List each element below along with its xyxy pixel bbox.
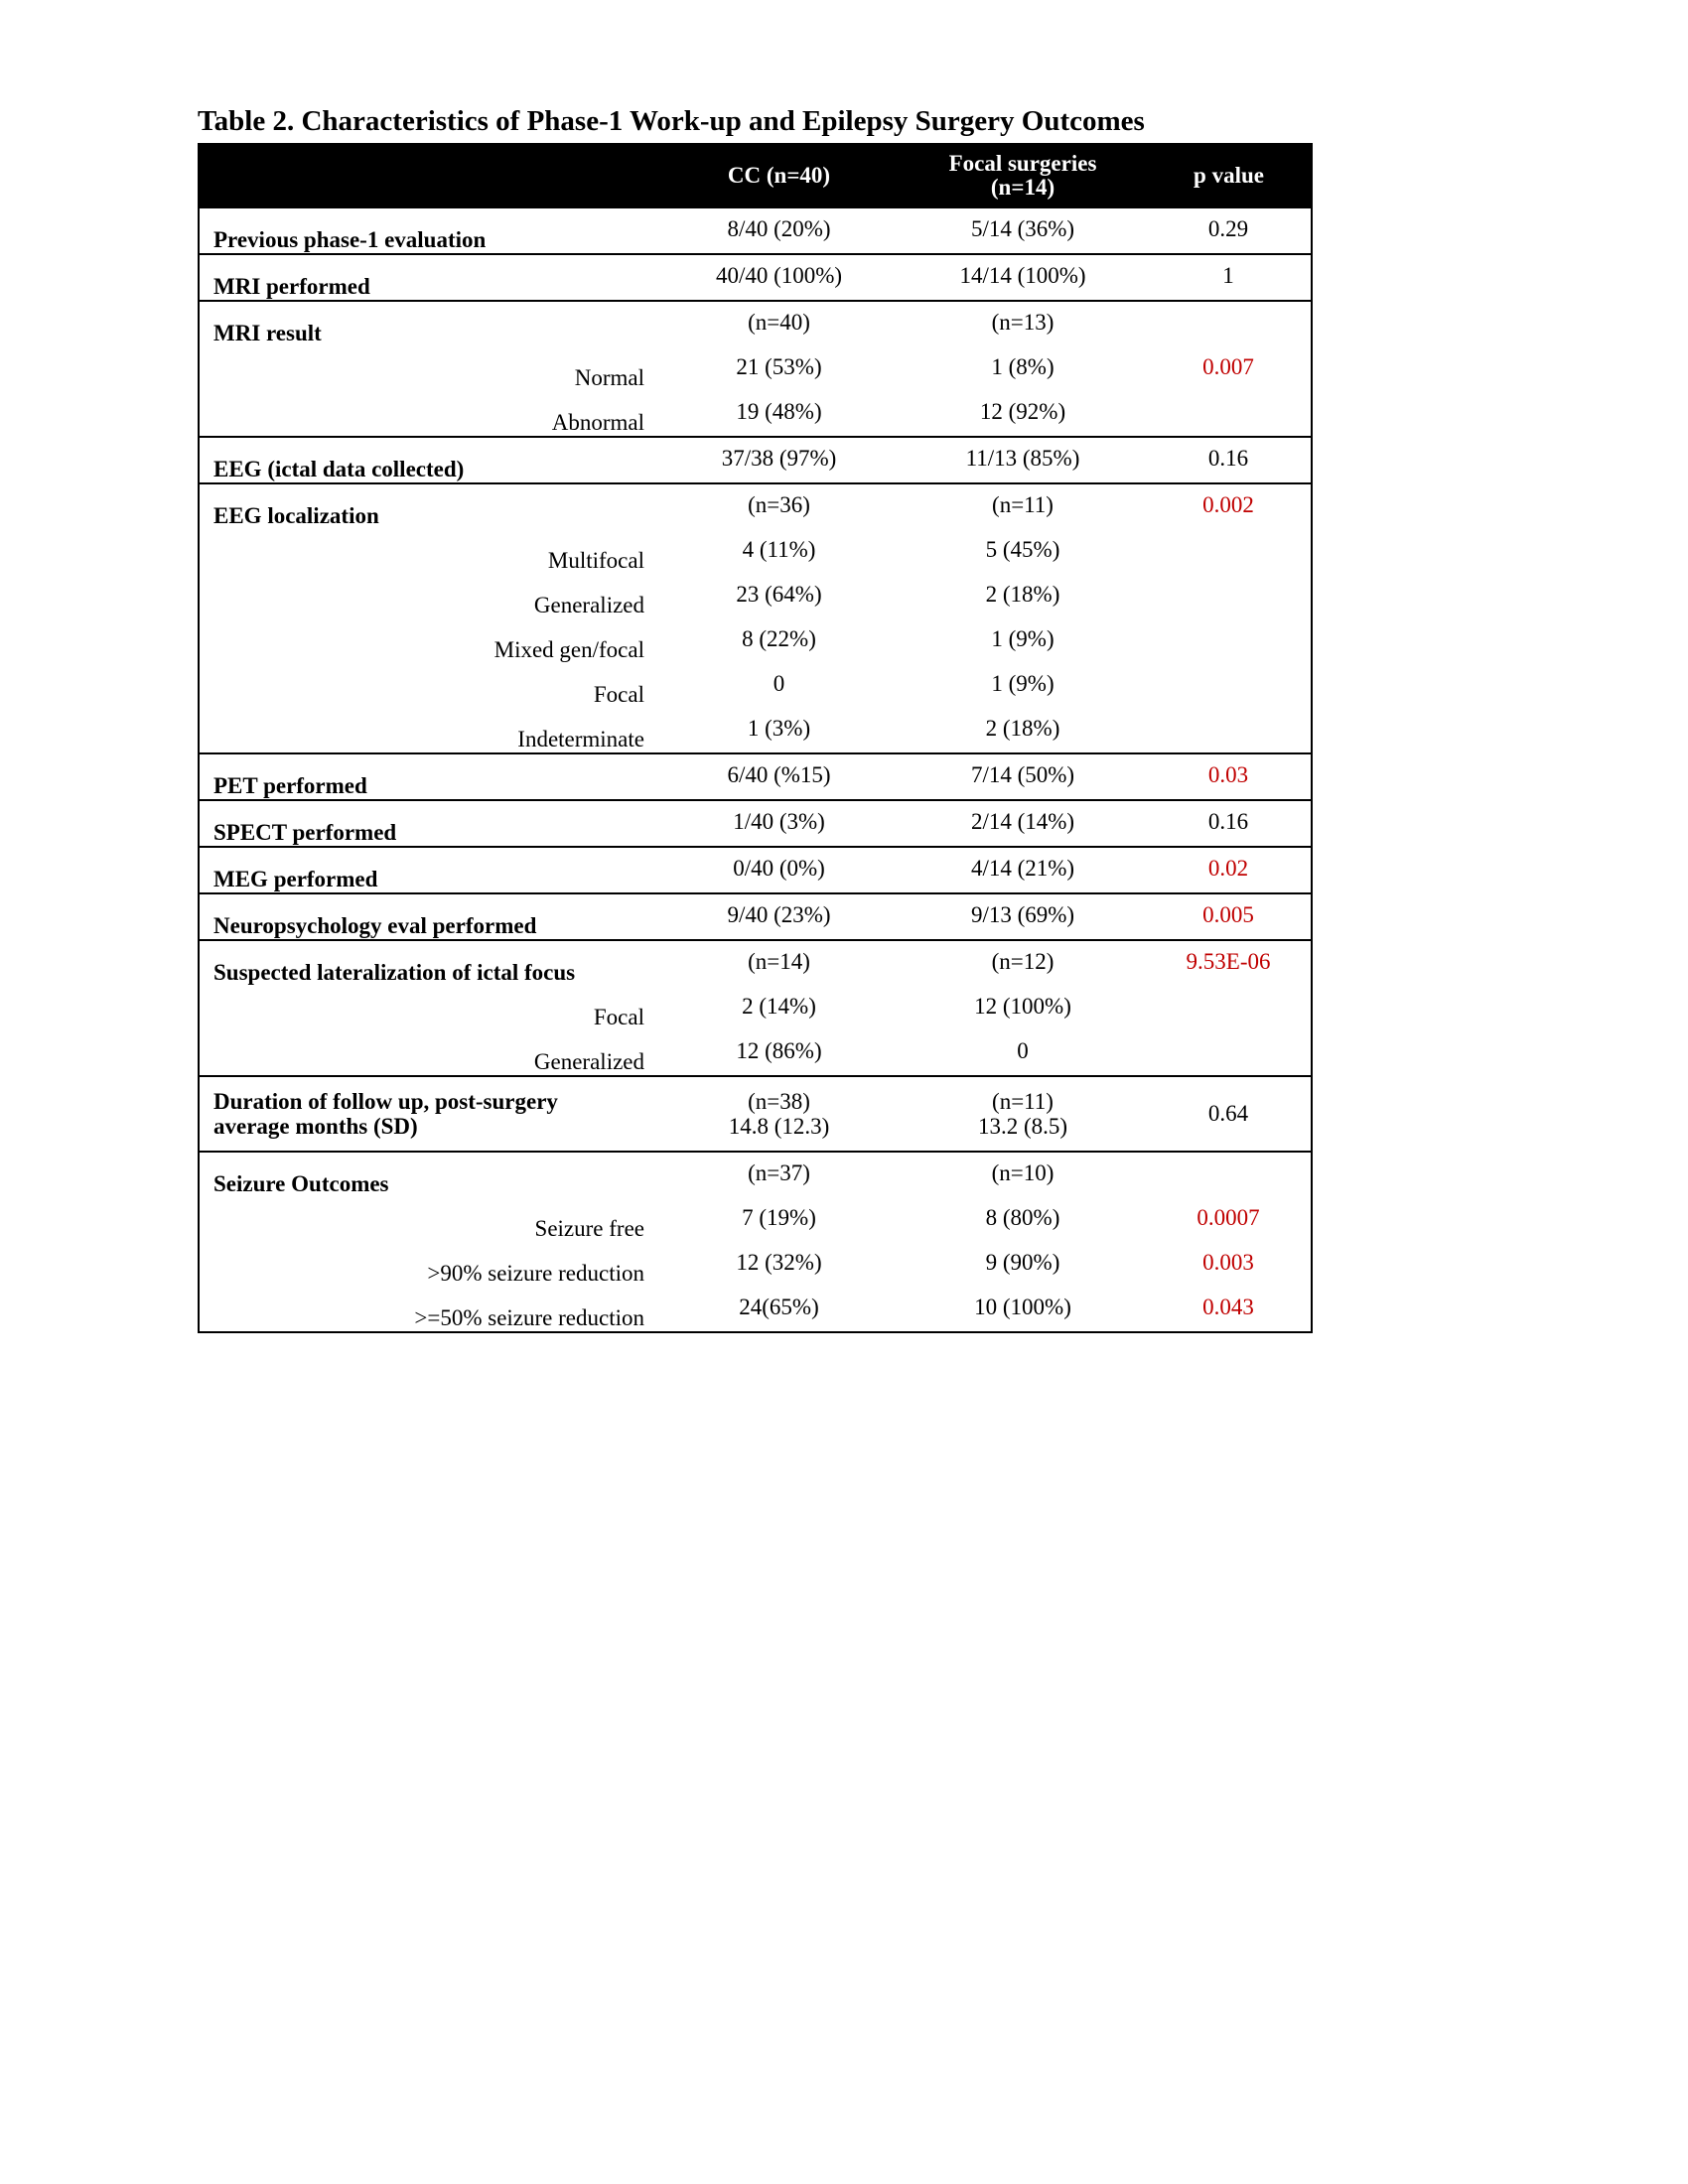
row-group	[199, 483, 1312, 753]
p-value: 0.03	[1207, 761, 1249, 787]
row-sublabel: Generalized	[533, 592, 644, 617]
cc-value: 0	[773, 670, 785, 696]
row-label: MRI performed	[213, 273, 370, 299]
row-group	[199, 800, 1312, 847]
focal-value: 9 (90%)	[985, 1249, 1060, 1275]
focal-value: 2/14 (14%)	[970, 808, 1075, 834]
table-row	[199, 847, 1312, 893]
focal-value: 1 (9%)	[991, 625, 1055, 651]
table-row	[199, 1152, 1312, 1197]
cc-value	[658, 1076, 900, 1152]
table-title: Table 2. Characteristics of Phase-1 Work-up and Epilepsy Surgery Outcomes	[198, 105, 1145, 137]
row-group	[199, 940, 1312, 1076]
table-row	[199, 1076, 1312, 1152]
row-label: EEG localization	[213, 502, 379, 528]
p-value	[1146, 1030, 1312, 1076]
table-row	[199, 254, 1312, 301]
p-value	[1146, 986, 1312, 1030]
p-value: 0.0007	[1196, 1204, 1260, 1230]
table-row	[199, 1197, 1312, 1242]
p-value	[1146, 1152, 1312, 1197]
table-row	[199, 529, 1312, 574]
table-row	[199, 708, 1312, 753]
row-label: MRI result	[213, 320, 322, 345]
p-value: 0.002	[1202, 491, 1254, 517]
row-label: MEG performed	[213, 866, 378, 891]
row-sublabel: Multifocal	[547, 547, 644, 573]
p-value: 0.16	[1207, 808, 1249, 834]
focal-value	[900, 1076, 1146, 1152]
p-value: 0.64	[1207, 1101, 1249, 1127]
row-sublabel: Mixed gen/focal	[493, 636, 644, 662]
focal-value: 7/14 (50%)	[970, 761, 1075, 787]
header-characteristic	[199, 144, 658, 207]
p-value	[1146, 618, 1312, 663]
table-row	[199, 940, 1312, 986]
cc-value-line2: 14.8 (12.3)	[728, 1114, 830, 1139]
focal-value-line1: (n=11)	[992, 1088, 1054, 1114]
table-row	[199, 391, 1312, 437]
p-value: 0.005	[1202, 901, 1254, 927]
table-row	[199, 893, 1312, 940]
focal-value: 2 (18%)	[985, 581, 1060, 607]
table-row	[199, 1287, 1312, 1332]
header-focal-surgeries	[900, 144, 1146, 207]
focal-value: 1 (8%)	[991, 353, 1055, 379]
table-row	[199, 618, 1312, 663]
row-sublabel: Focal	[593, 681, 644, 707]
table-row	[199, 301, 1312, 346]
table-header	[199, 144, 1312, 207]
cc-value: (n=37)	[748, 1160, 810, 1185]
focal-value: (n=12)	[991, 948, 1055, 974]
focal-value: 4/14 (21%)	[970, 855, 1075, 881]
row-group	[199, 1076, 1312, 1152]
cc-value: 40/40 (100%)	[715, 262, 843, 288]
data-table	[198, 143, 1313, 1333]
header-cc: CC (n=40)	[658, 144, 900, 207]
cc-value: 24(65%)	[739, 1294, 819, 1319]
row-group	[199, 207, 1312, 254]
p-value	[1146, 301, 1312, 346]
row-label: EEG (ictal data collected)	[213, 456, 465, 481]
p-value	[1146, 391, 1312, 437]
p-value: 0.003	[1202, 1249, 1254, 1275]
row-group	[199, 1152, 1312, 1332]
table-row	[199, 1242, 1312, 1287]
p-value: 0.007	[1202, 353, 1254, 379]
p-value	[1146, 708, 1312, 753]
focal-value: 8 (80%)	[985, 1204, 1060, 1230]
cc-value: 7 (19%)	[742, 1204, 816, 1230]
row-group	[199, 301, 1312, 437]
row-group	[199, 254, 1312, 301]
row-label	[199, 1076, 658, 1152]
cc-value: (n=40)	[748, 309, 810, 335]
row-label: Neuropsychology eval performed	[213, 912, 537, 938]
table-row	[199, 663, 1312, 708]
focal-value: (n=13)	[991, 309, 1055, 335]
focal-value: 9/13 (69%)	[970, 901, 1075, 927]
cc-value: 8/40 (20%)	[727, 215, 831, 241]
focal-value: 5/14 (36%)	[970, 215, 1075, 241]
row-label: Previous phase-1 evaluation	[213, 226, 487, 252]
row-sublabel: Focal	[593, 1004, 644, 1029]
row-group	[199, 893, 1312, 940]
cc-value: 0/40 (0%)	[733, 855, 825, 881]
row-group	[199, 437, 1312, 483]
p-value: 9.53E-06	[1186, 948, 1271, 974]
focal-value: (n=10)	[991, 1160, 1055, 1185]
focal-value-line2: 13.2 (8.5)	[977, 1114, 1068, 1139]
p-value: 0.02	[1207, 855, 1249, 881]
table-row	[199, 800, 1312, 847]
table-row	[199, 753, 1312, 800]
cc-value: 2 (14%)	[742, 993, 816, 1019]
row-sublabel: Normal	[574, 364, 644, 390]
table-row	[199, 207, 1312, 254]
header-row	[199, 144, 1312, 207]
row-group	[199, 847, 1312, 893]
focal-value: 12 (100%)	[974, 993, 1071, 1019]
focal-value: 12 (92%)	[979, 398, 1066, 424]
table-row	[199, 986, 1312, 1030]
focal-value: 5 (45%)	[985, 536, 1060, 562]
row-sublabel: >90% seizure reduction	[427, 1260, 644, 1286]
cc-value: 9/40 (23%)	[727, 901, 831, 927]
table-row	[199, 1030, 1312, 1076]
row-label: SPECT performed	[213, 819, 397, 845]
focal-value: (n=11)	[992, 491, 1054, 517]
row-label: PET performed	[213, 772, 367, 798]
p-value: 0.29	[1207, 215, 1249, 241]
row-sublabel: Indeterminate	[517, 726, 644, 751]
cc-value-line1: (n=38)	[748, 1088, 810, 1114]
row-label-line1: Duration of follow up, post-surgery	[213, 1088, 558, 1114]
cc-value: 19 (48%)	[736, 398, 822, 424]
p-value: 0.16	[1207, 445, 1249, 471]
p-value: 0.043	[1202, 1294, 1254, 1319]
focal-value: 10 (100%)	[974, 1294, 1071, 1319]
p-value	[1146, 663, 1312, 708]
row-sublabel: Seizure free	[534, 1215, 644, 1241]
focal-value: 2 (18%)	[985, 715, 1060, 741]
focal-value: 1 (9%)	[991, 670, 1055, 696]
header-focal-line2: (n=14)	[990, 175, 1055, 200]
row-sublabel: Generalized	[533, 1048, 644, 1074]
p-value	[1146, 529, 1312, 574]
header-p-value: p value	[1146, 144, 1312, 207]
cc-value: 1/40 (3%)	[733, 808, 825, 834]
cc-value: 23 (64%)	[736, 581, 822, 607]
row-label: Seizure Outcomes	[213, 1170, 389, 1196]
row-label-line2: average months (SD)	[213, 1114, 418, 1139]
table-row	[199, 437, 1312, 483]
cc-value: 6/40 (%15)	[727, 761, 831, 787]
row-sublabel: Abnormal	[551, 409, 644, 435]
cc-value: 12 (86%)	[736, 1037, 822, 1063]
cc-value: (n=36)	[748, 491, 810, 517]
p-value	[1146, 574, 1312, 618]
header-focal-line1: Focal surgeries	[948, 150, 1097, 176]
row-group	[199, 753, 1312, 800]
row-label: Suspected lateralization of ictal focus	[213, 959, 576, 985]
cc-value: 21 (53%)	[736, 353, 822, 379]
cc-value: (n=14)	[748, 948, 810, 974]
cc-value: 1 (3%)	[747, 715, 811, 741]
focal-value: 0	[1017, 1037, 1029, 1063]
cc-value: 8 (22%)	[742, 625, 816, 651]
p-value: 1	[1222, 262, 1234, 288]
cc-value: 4 (11%)	[742, 536, 816, 562]
table-row	[199, 483, 1312, 529]
cc-value: 12 (32%)	[736, 1249, 822, 1275]
table-row	[199, 346, 1312, 391]
focal-value: 14/14 (100%)	[959, 262, 1086, 288]
cc-value: 37/38 (97%)	[721, 445, 837, 471]
row-sublabel: >=50% seizure reduction	[414, 1304, 644, 1330]
focal-value: 11/13 (85%)	[965, 445, 1080, 471]
table-row	[199, 574, 1312, 618]
